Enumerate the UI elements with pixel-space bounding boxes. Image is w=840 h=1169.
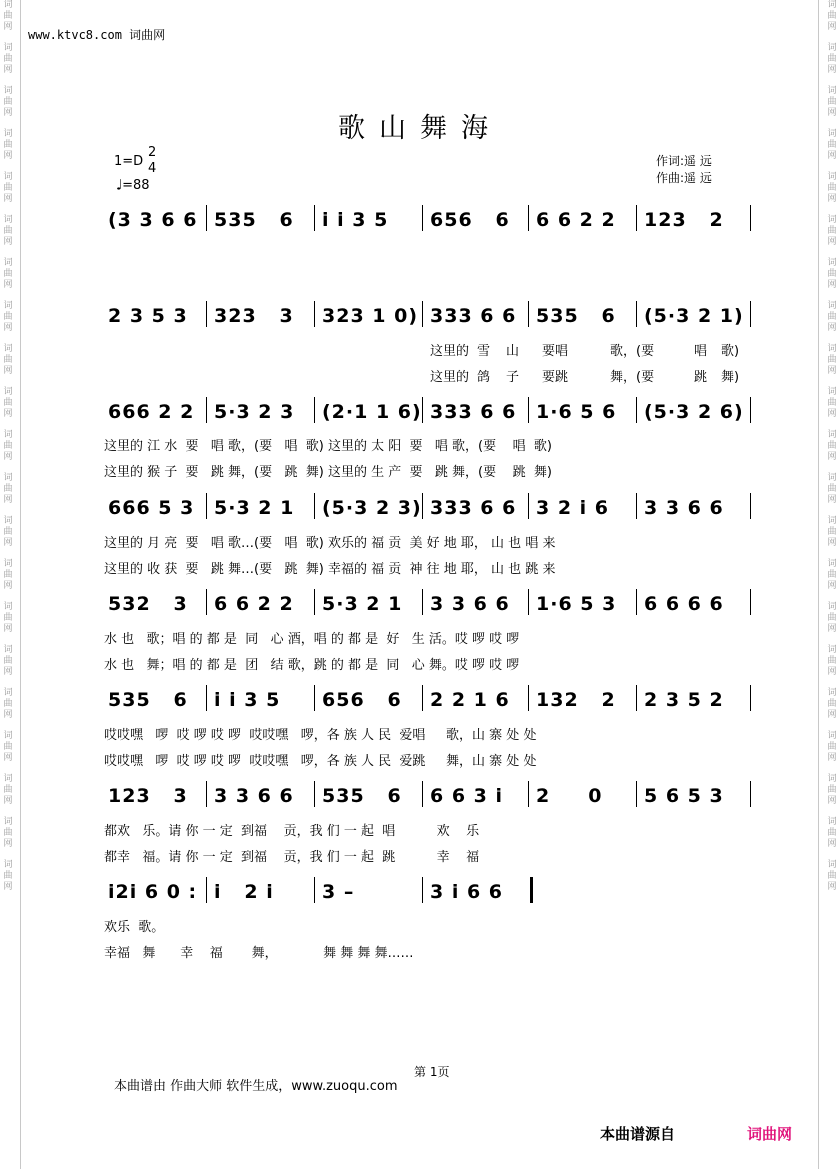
lyrics-line: 哎哎嘿 啰 哎 啰 哎 啰 哎哎嘿 啰，各 族 人 民 爱跳 舞，山 寨 处 处 [104,754,537,769]
measure: 666 2 2 [108,401,195,423]
watermark-char: 词 [3,645,13,655]
watermark-char: 网 [3,237,13,247]
watermark-char: 网 [827,624,837,634]
barline [528,205,529,231]
watermark-char: 词 [827,301,837,311]
left-margin-watermark [2,0,14,1169]
watermark-char: 曲 [827,441,837,451]
watermark-char: 曲 [827,398,837,408]
watermark-char: 曲 [827,312,837,322]
right-margin-line [818,0,819,1169]
barline [314,301,315,327]
barline [750,301,751,327]
lyrics-line: 水 也 舞；唱 的 都 是 团 结 歌，跳 的 都 是 同 心 舞。哎 啰 哎 啰 [104,658,520,673]
watermark-char: 词 [3,86,13,96]
measure: 666 5 3 [108,497,195,519]
measure: 3 3 6 6 [644,497,724,519]
barline [314,397,315,423]
watermark-char: 词 [827,43,837,53]
watermark-char: 词 [3,473,13,483]
watermark-char: 曲 [3,97,13,107]
watermark-char: 网 [3,409,13,419]
measure: 333 6 6 [430,401,517,423]
watermark-char: 网 [3,581,13,591]
watermark-char: 词 [3,258,13,268]
watermark-char: 词 [827,387,837,397]
watermark-char: 曲 [3,656,13,666]
measure: 323 3 [214,305,294,327]
measure: 6 6 2 2 [214,593,294,615]
lyrics-line: 这里的 雪 山 要唱 歌，(要 唱 歌) [430,344,740,359]
watermark-char: 曲 [827,828,837,838]
watermark-char: 曲 [3,742,13,752]
watermark-char: 词 [827,516,837,526]
barline [528,781,529,807]
measure: 656 6 [430,209,510,231]
measure: 535 6 [214,209,294,231]
watermark-char: 词 [3,817,13,827]
watermark-char: 曲 [3,484,13,494]
measure: 3 i 6 6 [430,881,504,903]
watermark-char: 词 [827,645,837,655]
watermark-char: 曲 [827,656,837,666]
barline [206,877,207,903]
watermark-char: 词 [827,688,837,698]
barline [636,205,637,231]
watermark-char: 网 [827,667,837,677]
watermark-char: 词 [3,0,13,10]
watermark-char: 曲 [3,613,13,623]
watermark-char: 网 [3,151,13,161]
barline [422,301,423,327]
watermark-char: 词 [3,559,13,569]
measure: 2 0 [536,785,603,807]
watermark-char: 词 [827,86,837,96]
watermark-char: 曲 [3,785,13,795]
watermark-char: 曲 [827,699,837,709]
measure: 3 2 i 6 [536,497,610,519]
lyrics-line: 水 也 歌；唱 的 都 是 同 心 酒，唱 的 都 是 好 生 活。哎 啰 哎 啰 [104,632,520,647]
measure: (2·1 1 6) [322,401,422,423]
watermark-char: 曲 [3,269,13,279]
barline [750,781,751,807]
watermark-char: 曲 [3,871,13,881]
watermark-char: 曲 [827,871,837,881]
watermark-char: 网 [827,839,837,849]
source-brand-link[interactable]: 词曲网 [747,1125,793,1143]
watermark-char: 词 [827,602,837,612]
measure: 123 3 [108,785,188,807]
barline [528,397,529,423]
watermark-char: 词 [3,43,13,53]
measure: 3 3 6 6 [430,593,510,615]
watermark-char: 曲 [3,11,13,21]
score-line [104,877,754,911]
watermark-char: 词 [3,688,13,698]
score-line [104,781,754,815]
measure: i i 3 5 [322,209,389,231]
watermark-char: 词 [827,0,837,10]
watermark-char: 网 [827,796,837,806]
watermark-char: 词 [3,215,13,225]
watermark-char: 网 [827,495,837,505]
score-line [104,397,754,431]
watermark-char: 词 [3,430,13,440]
watermark-char: 网 [3,280,13,290]
barline [528,493,529,519]
watermark-char: 词 [827,473,837,483]
watermark-char: 网 [3,624,13,634]
watermark-char: 词 [827,129,837,139]
barline [422,493,423,519]
watermark-char: 网 [827,452,837,462]
watermark-char: 曲 [827,570,837,580]
watermark-char: 网 [3,538,13,548]
score-line [104,493,754,527]
watermark-char: 曲 [3,570,13,580]
barline [636,397,637,423]
barline [528,589,529,615]
lyrics-line: 都欢 乐。请 你 一 定 到福 贡，我 们 一 起 唱 欢 乐 [104,824,480,839]
barline [422,685,423,711]
watermark-char: 曲 [3,54,13,64]
watermark-char: 词 [3,301,13,311]
score-line [104,301,754,335]
measure: 532 3 [108,593,188,615]
barline [636,589,637,615]
watermark-char: 词 [827,258,837,268]
watermark-char: 词 [3,860,13,870]
barline [636,781,637,807]
barline [314,877,315,903]
barline [528,685,529,711]
barline [206,301,207,327]
watermark-char: 网 [827,22,837,32]
lyrics-line: 幸福 舞 幸 福 舞， 舞 舞 舞 舞…… [104,946,414,961]
watermark-char: 网 [827,151,837,161]
barline [314,205,315,231]
score-line [104,685,754,719]
watermark-char: 曲 [827,97,837,107]
watermark-char: 网 [3,452,13,462]
measure: 3 3 6 6 [214,785,294,807]
watermark-char: 词 [3,387,13,397]
watermark-char: 网 [827,581,837,591]
watermark-char: 网 [827,280,837,290]
measure: 6 6 6 6 [644,593,724,615]
watermark-char: 网 [3,108,13,118]
lyrics-line: 这里的 鸽 子 要跳 舞，(要 跳 舞) [430,370,740,385]
measure: i i 3 5 [214,689,281,711]
watermark-char: 曲 [827,613,837,623]
watermark-char: 词 [3,516,13,526]
watermark-char: 网 [3,22,13,32]
watermark-char: 网 [827,194,837,204]
watermark-char: 曲 [827,183,837,193]
watermark-char: 网 [3,667,13,677]
lyrics-line: 这里的 江 水 要 唱 歌，(要 唱 歌) 这里的 太 阳 要 唱 歌，(要 唱 歌) [104,439,552,454]
barline [206,685,207,711]
barline [314,781,315,807]
measure: 3 – [322,881,355,903]
watermark-char: 网 [3,710,13,720]
watermark-char: 词 [827,860,837,870]
measure: 656 6 [322,689,402,711]
barline [750,493,751,519]
barline [636,685,637,711]
barline [314,589,315,615]
source-label: 本曲谱源自 [600,1125,676,1143]
barline [636,301,637,327]
lyrics-line: 这里的 收 获 要 跳 舞…(要 跳 舞) 幸福的 福 贡 神 往 地 耶， 山 也 跳 来 [104,562,556,577]
watermark-char: 曲 [827,742,837,752]
watermark-char: 词 [3,344,13,354]
barline [750,685,751,711]
measure: 2 3 5 3 [108,305,188,327]
watermark-char: 曲 [3,527,13,537]
barline [206,589,207,615]
watermark-char: 曲 [827,355,837,365]
watermark-char: 网 [3,753,13,763]
watermark-char: 网 [827,710,837,720]
score-line [104,205,754,239]
lyricist-credit: 作词:遥 远 [656,154,712,168]
watermark-char: 词 [827,430,837,440]
watermark-char: 网 [3,323,13,333]
measure: 5·3 2 1 [322,593,403,615]
watermark-char: 曲 [827,785,837,795]
watermark-char: 词 [3,172,13,182]
lyrics-line: 这里的 猴 子 要 跳 舞，(要 跳 舞) 这里的 生 产 要 跳 舞，(要 跳 舞) [104,465,552,480]
barline [422,205,423,231]
time-top: 2 [148,145,157,160]
measure: 535 6 [322,785,402,807]
watermark-char: 曲 [827,11,837,21]
measure: i2i 6 0 : [108,881,198,903]
watermark-char: 曲 [827,140,837,150]
barline [422,589,423,615]
measure: i 2 i [214,881,274,903]
site-url[interactable]: www.ktvc8.com 词曲网 [28,28,166,42]
generator-note: 本曲谱由 作曲大师 软件生成，www.zuoqu.com [114,1079,398,1094]
measure: (5·3 2 3) [322,497,422,519]
measure: 2 2 1 6 [430,689,510,711]
measure: (5·3 2 1) [644,305,744,327]
watermark-char: 词 [827,344,837,354]
measure: 6 6 3 i [430,785,504,807]
measure: 1·6 5 3 [536,593,617,615]
measure: 123 2 [644,209,724,231]
lyrics-line: 欢乐 歌。 [104,920,165,935]
quarter-note-icon: ♩ [115,177,123,194]
watermark-char: 词 [827,774,837,784]
watermark-char: 曲 [827,527,837,537]
measure: 132 2 [536,689,616,711]
barline [206,205,207,231]
watermark-char: 曲 [3,140,13,150]
page-number: 第 1页 [414,1065,450,1079]
watermark-char: 网 [827,538,837,548]
score-line [104,589,754,623]
watermark-char: 曲 [3,699,13,709]
barline [206,493,207,519]
tempo-value: =88 [122,178,150,193]
watermark-char: 曲 [3,355,13,365]
watermark-char: 曲 [827,484,837,494]
measure: 5 6 5 3 [644,785,724,807]
measure: 535 6 [536,305,616,327]
watermark-char: 网 [3,882,13,892]
time-signature [148,145,156,177]
watermark-char: 网 [827,882,837,892]
tempo-marking [116,178,150,193]
barline [314,493,315,519]
measure: 535 6 [108,689,188,711]
lyrics-line: 这里的 月 亮 要 唱 歌…(要 唱 歌) 欢乐的 福 贡 美 好 地 耶， 山 也 唱 来 [104,536,556,551]
time-bottom: 4 [148,161,157,176]
watermark-char: 网 [3,839,13,849]
barline [206,781,207,807]
watermark-char: 网 [3,65,13,75]
watermark-char: 词 [3,774,13,784]
measure: 1·6 5 6 [536,401,617,423]
watermark-char: 网 [827,366,837,376]
watermark-char: 曲 [3,398,13,408]
composer-credit: 作曲:遥 远 [656,171,712,185]
measure: (5·3 2 6) [644,401,744,423]
measure: 333 6 6 [430,497,517,519]
watermark-char: 词 [827,215,837,225]
watermark-char: 词 [827,731,837,741]
measure: (3 3 6 6 [108,209,198,231]
watermark-char: 网 [3,495,13,505]
watermark-char: 词 [827,817,837,827]
watermark-char: 网 [827,409,837,419]
watermark-char: 词 [827,559,837,569]
watermark-char: 网 [827,237,837,247]
watermark-char: 网 [3,194,13,204]
watermark-char: 网 [827,108,837,118]
measure: 5·3 2 1 [214,497,295,519]
watermark-char: 网 [827,323,837,333]
barline [206,397,207,423]
watermark-char: 词 [3,731,13,741]
barline [422,397,423,423]
watermark-char: 曲 [3,183,13,193]
measure: 333 6 6 [430,305,517,327]
barline [528,301,529,327]
barline [750,205,751,231]
key-signature: 1=D [114,154,144,169]
watermark-char: 曲 [827,269,837,279]
watermark-char: 词 [827,172,837,182]
measure: 2 3 5 2 [644,689,724,711]
song-title: 歌山舞海 [338,113,502,144]
barline [422,877,423,903]
watermark-char: 曲 [3,312,13,322]
lyrics-line: 都幸 福。请 你 一 定 到福 贡，我 们 一 起 跳 幸 福 [104,850,480,865]
watermark-char: 网 [827,65,837,75]
watermark-char: 词 [3,602,13,612]
watermark-char: 曲 [827,226,837,236]
watermark-char: 网 [827,753,837,763]
watermark-char: 曲 [3,441,13,451]
right-margin-watermark [826,0,838,1169]
barline [636,493,637,519]
barline [530,877,533,903]
measure: 6 6 2 2 [536,209,616,231]
barline [422,781,423,807]
measure: 323 1 0) [322,305,419,327]
left-margin-line [20,0,21,1169]
barline [314,685,315,711]
watermark-char: 网 [3,796,13,806]
barline [750,397,751,423]
measure: 5·3 2 3 [214,401,295,423]
watermark-char: 网 [3,366,13,376]
watermark-char: 曲 [3,226,13,236]
watermark-char: 词 [3,129,13,139]
watermark-char: 曲 [827,54,837,64]
lyrics-line: 哎哎嘿 啰 哎 啰 哎 啰 哎哎嘿 啰，各 族 人 民 爱唱 歌，山 寨 处 处 [104,728,537,743]
watermark-char: 曲 [3,828,13,838]
barline [750,589,751,615]
